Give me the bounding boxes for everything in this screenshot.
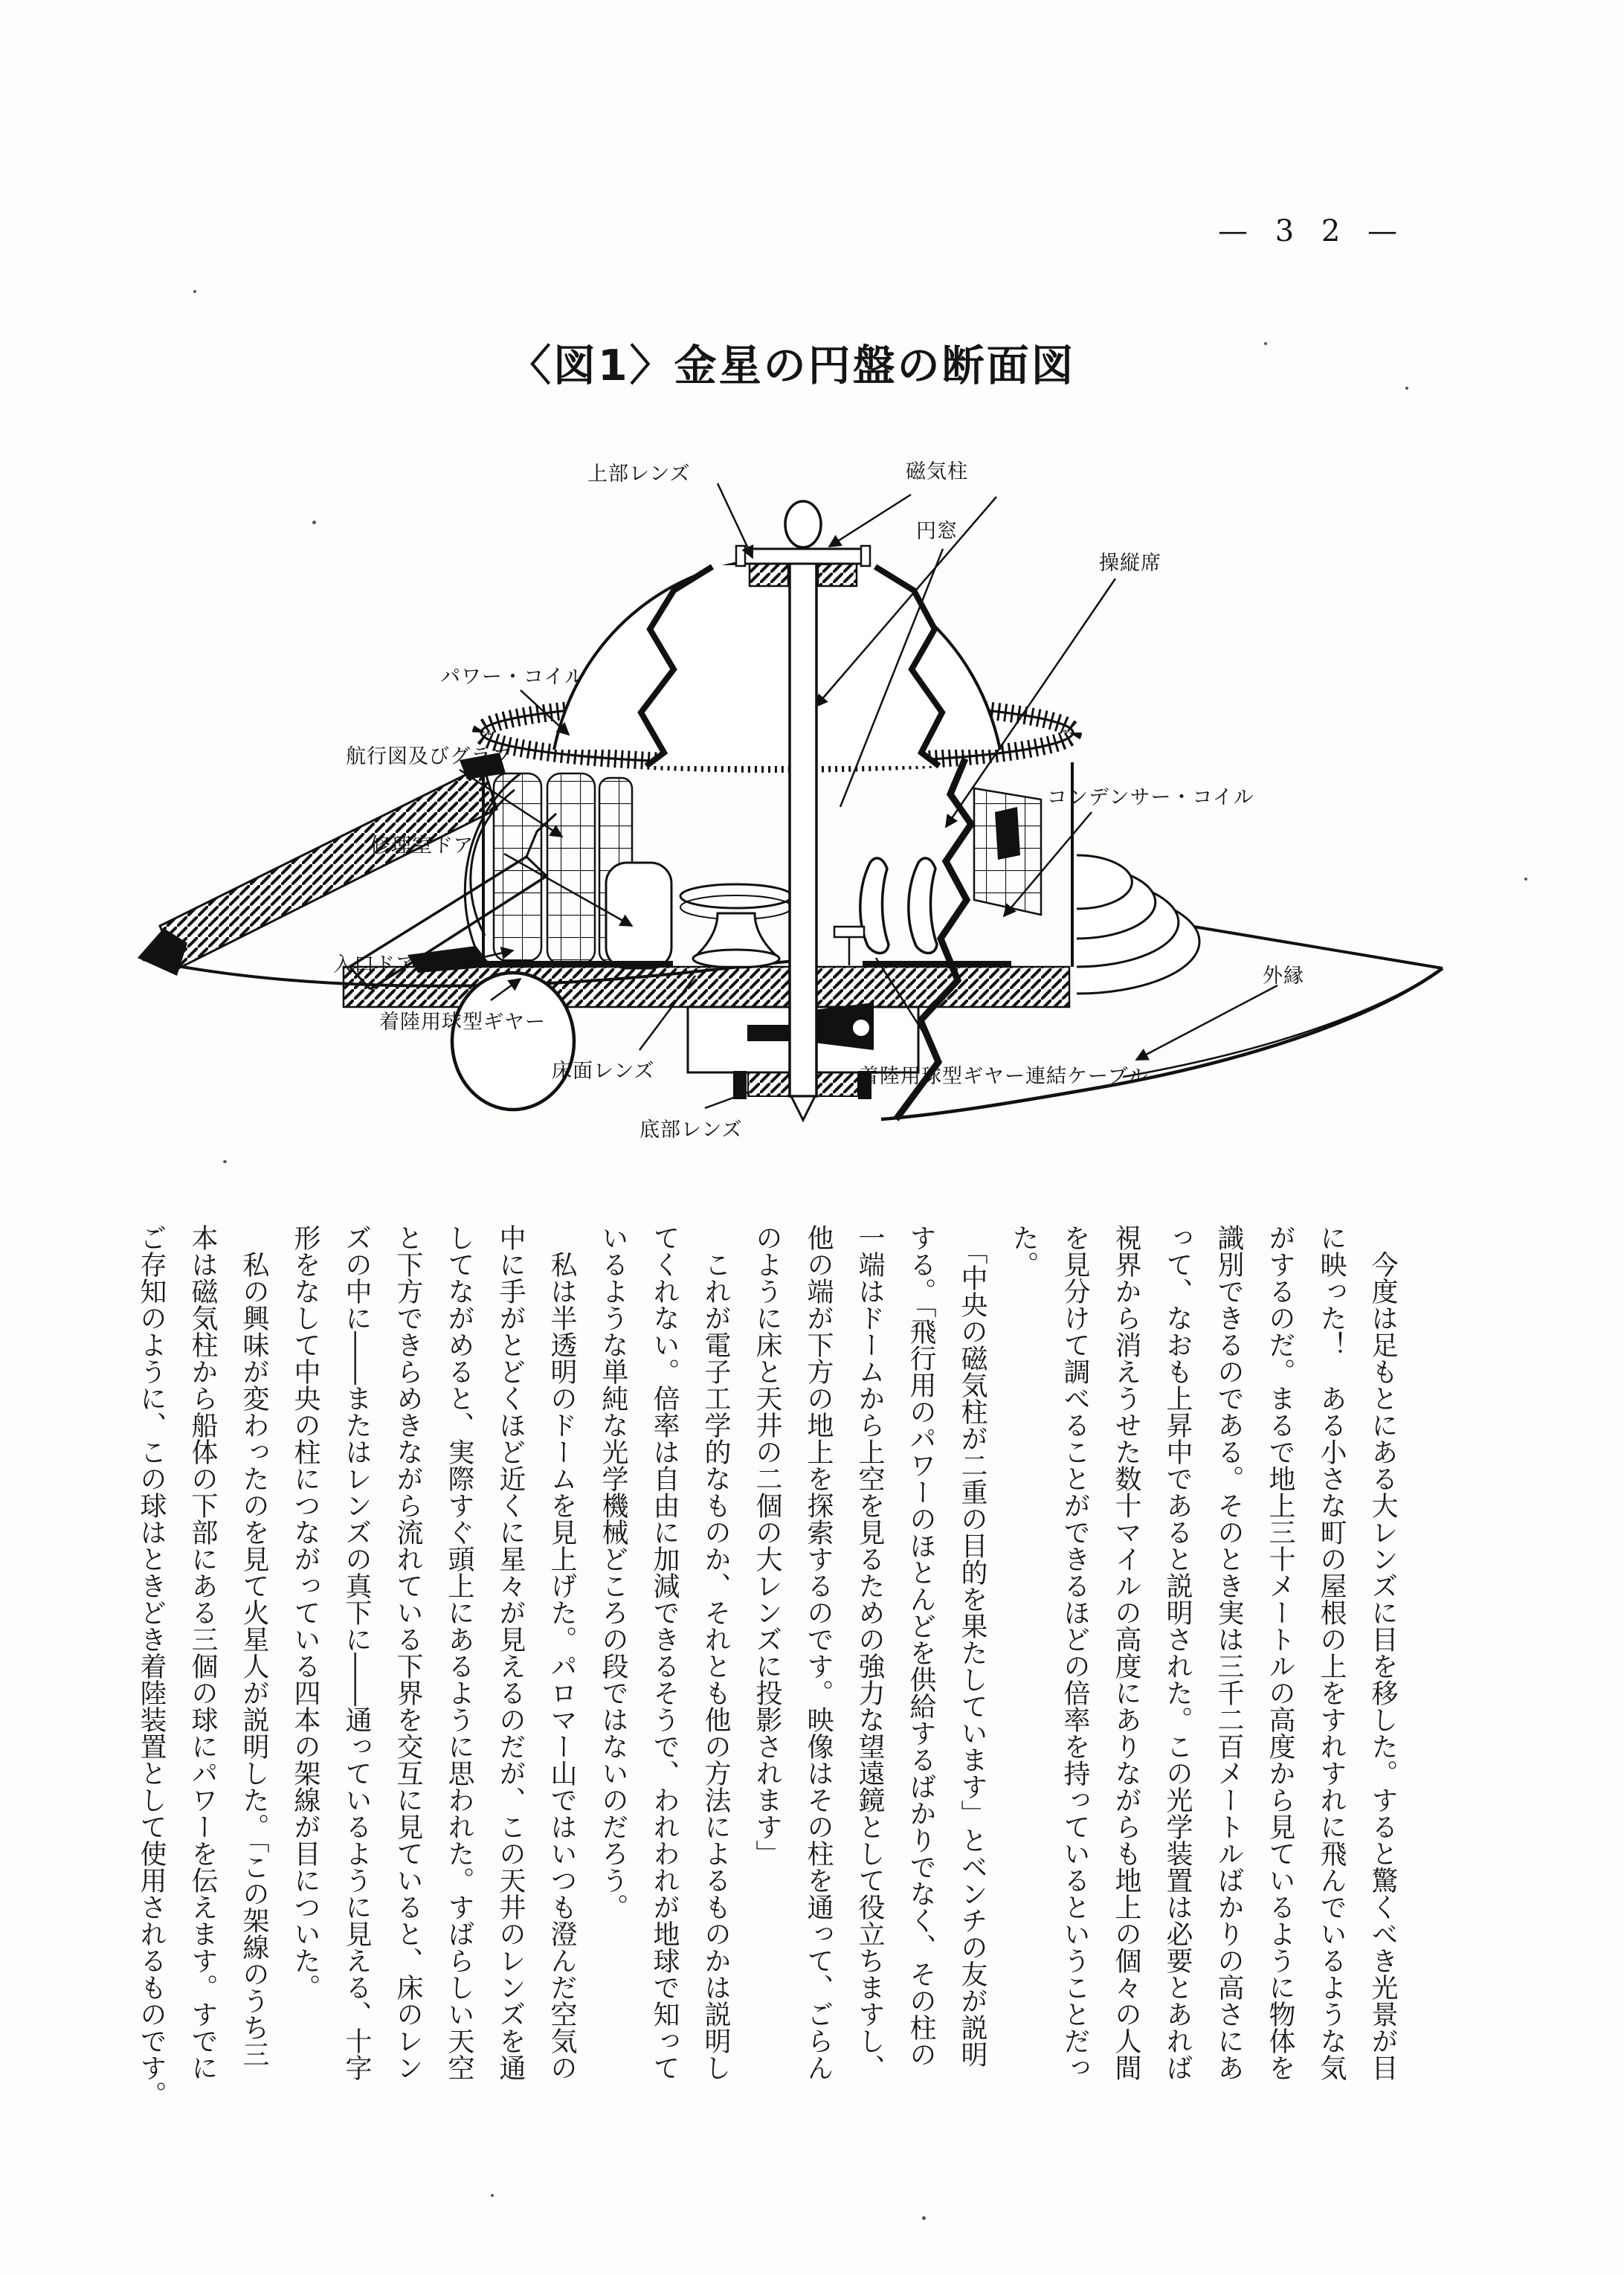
text-column: と下方できらめきながら流れている下界を交互に見ていると、床のレン	[393, 1224, 423, 2081]
text-column: を見分けて調べることができるほどの倍率を持っているということだっ	[1060, 1224, 1090, 2081]
text-column: 私は半透明のドームを見上げた。パロマー山ではいつも澄んだ空気の	[547, 1224, 577, 2081]
diagram-label-nav-charts: 航行図及びグラフ	[346, 745, 512, 768]
diagram-label-cockpit: 操縦席	[1099, 552, 1161, 575]
text-column: って、なおも上昇中であると説明された。この光学装置は必要とあれば	[1162, 1224, 1193, 2081]
diagram-label-gear-cable: 着陸用球型ギヤー連結ケーブル	[859, 1065, 1149, 1088]
text-column: 識別できるのである。そのとき実は三千二百メートルばかりの高さにあ	[1214, 1224, 1244, 2081]
diagram-label-landing-gear: 着陸用球型ギヤー	[379, 1011, 546, 1034]
text-column: これが電子工学的なものか、それとも他の方法によるものかは説明し	[700, 1224, 731, 2081]
text-column: ズの中に――またはレンズの真下に――通っているように見える、十字	[341, 1224, 372, 2081]
diagram-label-power-coil: パワー・コイル	[440, 666, 586, 689]
diagram-label-top-lens: 上部レンズ	[587, 463, 691, 486]
text-column: がするのだ。まるで地上三十メートルの高度から見ているように物体を	[1265, 1224, 1295, 2081]
page-number: — 3 2 —	[1218, 214, 1407, 248]
body-text	[126, 1224, 1408, 2117]
diagram-label-entrance-door: 入口ドア	[333, 953, 416, 976]
text-column: 本は磁気柱から船体の下部にある三個の球にパワーを伝えます。すでに	[187, 1224, 218, 2081]
text-column: 一端はドームから上空を見るための強力な望遠鏡として役立ちますし、	[854, 1224, 885, 2081]
diagram-label-outer-rim: 外縁	[1263, 965, 1304, 988]
text-column: のように床と天井の二個の大レンズに投影されます」	[752, 1224, 782, 1867]
text-column: た。	[1008, 1224, 1039, 1278]
text-column: 「中央の磁気柱が二重の目的を果たしています」とベンチの友が説明	[957, 1224, 987, 2068]
text-column: 私の興味が変わったのを見て火星人が説明した。「この架線のうち三	[239, 1224, 269, 2068]
diagram-label-magnetic-column: 磁気柱	[906, 460, 968, 483]
text-column: ご存知のように、この球はときどき着陸装置として使用されるものです。	[136, 1224, 167, 2108]
diagram-label-round-window: 円窓	[916, 520, 958, 543]
text-column: に映った！ ある小さな町の屋根の上をすれすれに飛んでいるような気	[1316, 1224, 1347, 2081]
text-column: 中に手がとどくほど近くに星々が見えるのだが、この天井のレンズを通	[495, 1224, 526, 2081]
text-column: 視界から消えうせた数十マイルの高度にありながらも地上の個々の人間	[1111, 1224, 1141, 2081]
text-column: してながめると、実際すぐ頭上にあるように思われた。すばらしい天空	[444, 1224, 474, 2081]
diagram-label-condenser-coil: コンデンサー・コイル	[1047, 786, 1254, 809]
text-column: 形をなして中央の柱につながっている四本の架線が目についた。	[290, 1224, 320, 2001]
text-column: てくれない。倍率は自由に加減できるそうで、われわれが地球で知って	[649, 1224, 680, 2081]
diagram-label-floor-lens: 床面レンズ	[552, 1060, 655, 1083]
text-column: 今度は足もとにある大レンズに目を移した。すると驚くべき光景が目	[1367, 1224, 1398, 2081]
diagram-label-repair-door: 修理室ドア	[370, 834, 474, 857]
text-column: する。「飛行用のパワーのほとんどを供給するばかりでなく、その柱の	[906, 1224, 936, 2068]
diagram-label-bottom-lens: 底部レンズ	[639, 1119, 743, 1142]
text-column: 他の端が下方の地上を探索するのです。映像はその柱を通って、ごらん	[803, 1224, 834, 2081]
text-column: いるような単純な光学機械どころの段ではないのだろう。	[598, 1224, 628, 1920]
figure-title: 〈図1〉金星の円盤の断面図	[509, 341, 1076, 390]
